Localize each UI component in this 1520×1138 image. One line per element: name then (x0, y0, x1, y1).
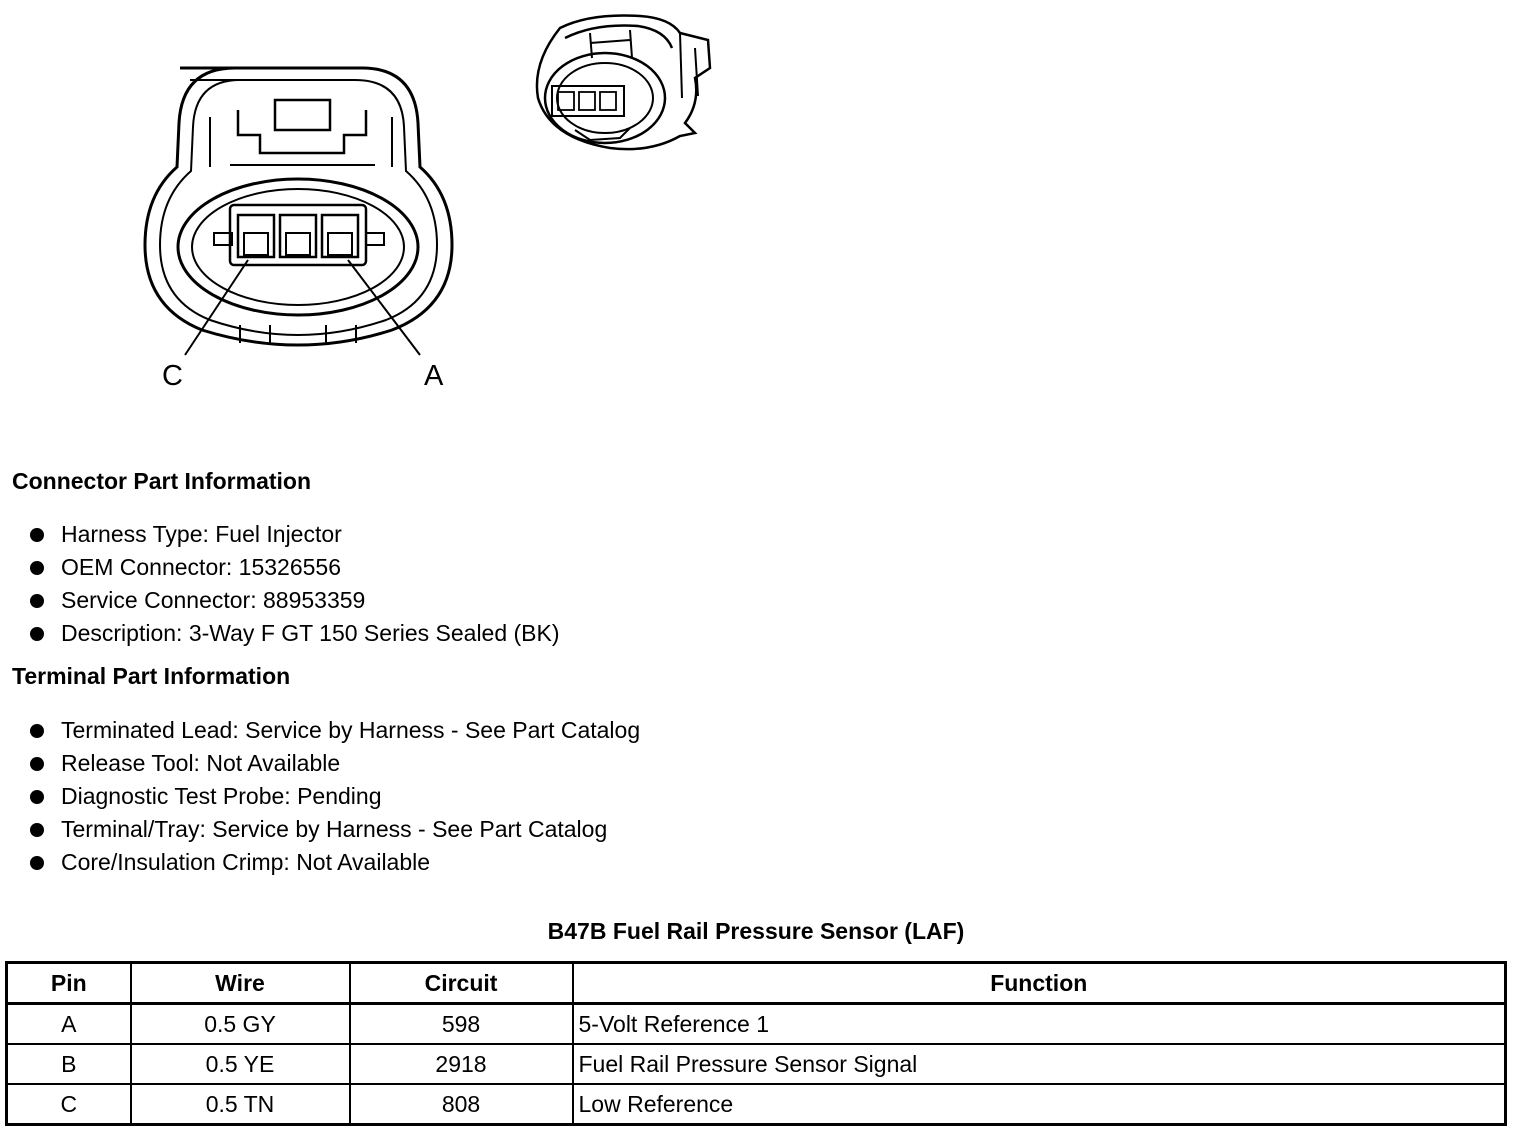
cell-circuit: 598 (350, 1004, 573, 1045)
bullet-icon (30, 528, 44, 542)
bullet-icon (30, 561, 44, 575)
cell-function: 5-Volt Reference 1 (573, 1004, 1506, 1045)
cell-circuit: 808 (350, 1084, 573, 1125)
column-header-wire: Wire (131, 963, 350, 1004)
cell-function: Fuel Rail Pressure Sensor Signal (573, 1044, 1506, 1084)
list-item: Harness Type: Fuel Injector (29, 518, 560, 551)
cell-wire: 0.5 TN (131, 1084, 350, 1125)
connector-part-info-list (29, 518, 560, 650)
cell-pin: C (7, 1084, 131, 1125)
table-row (7, 1044, 1506, 1084)
connector-part-info-title: Connector Part Information (12, 468, 312, 494)
table-header-row (7, 963, 1506, 1004)
cell-pin: B (7, 1044, 131, 1084)
bullet-icon (30, 823, 44, 837)
pin-label-c: C (162, 360, 183, 392)
list-item: Core/Insulation Crimp: Not Available (29, 846, 640, 879)
list-item: Release Tool: Not Available (29, 747, 640, 780)
cell-wire: 0.5 GY (131, 1004, 350, 1045)
column-header-circuit: Circuit (350, 963, 573, 1004)
bullet-icon (30, 790, 44, 804)
pinout-table (5, 961, 1507, 1126)
cell-circuit: 2918 (350, 1044, 573, 1084)
column-header-pin: Pin (7, 963, 131, 1004)
table-title: B47B Fuel Rail Pressure Sensor (LAF) (547, 918, 965, 944)
list-item: Service Connector: 88953359 (29, 584, 560, 617)
cell-pin: A (7, 1004, 131, 1045)
pin-label-a: A (424, 360, 444, 392)
list-item: Description: 3-Way F GT 150 Series Sealed (BK) (29, 617, 560, 650)
list-item: Terminated Lead: Service by Harness - See Part Catalog (29, 714, 640, 747)
cell-wire: 0.5 YE (131, 1044, 350, 1084)
bullet-icon (30, 757, 44, 771)
bullet-icon (30, 724, 44, 738)
terminal-part-info-title: Terminal Part Information (12, 663, 291, 689)
list-item: Diagnostic Test Probe: Pending (29, 780, 640, 813)
connector-face-diagram (130, 55, 470, 400)
cell-function: Low Reference (573, 1084, 1506, 1125)
latch-top (275, 100, 330, 130)
column-header-function: Function (573, 963, 1506, 1004)
bullet-icon (30, 856, 44, 870)
connector-isometric-diagram (530, 8, 720, 156)
table-row (7, 1084, 1506, 1125)
list-item: Terminal/Tray: Service by Harness - See Part Catalog (29, 813, 640, 846)
list-item: OEM Connector: 15326556 (29, 551, 560, 584)
table-row (7, 1004, 1506, 1045)
bullet-icon (30, 627, 44, 641)
bullet-icon (30, 594, 44, 608)
connector-outer-shell (145, 68, 452, 345)
terminal-part-info-list (29, 714, 640, 879)
